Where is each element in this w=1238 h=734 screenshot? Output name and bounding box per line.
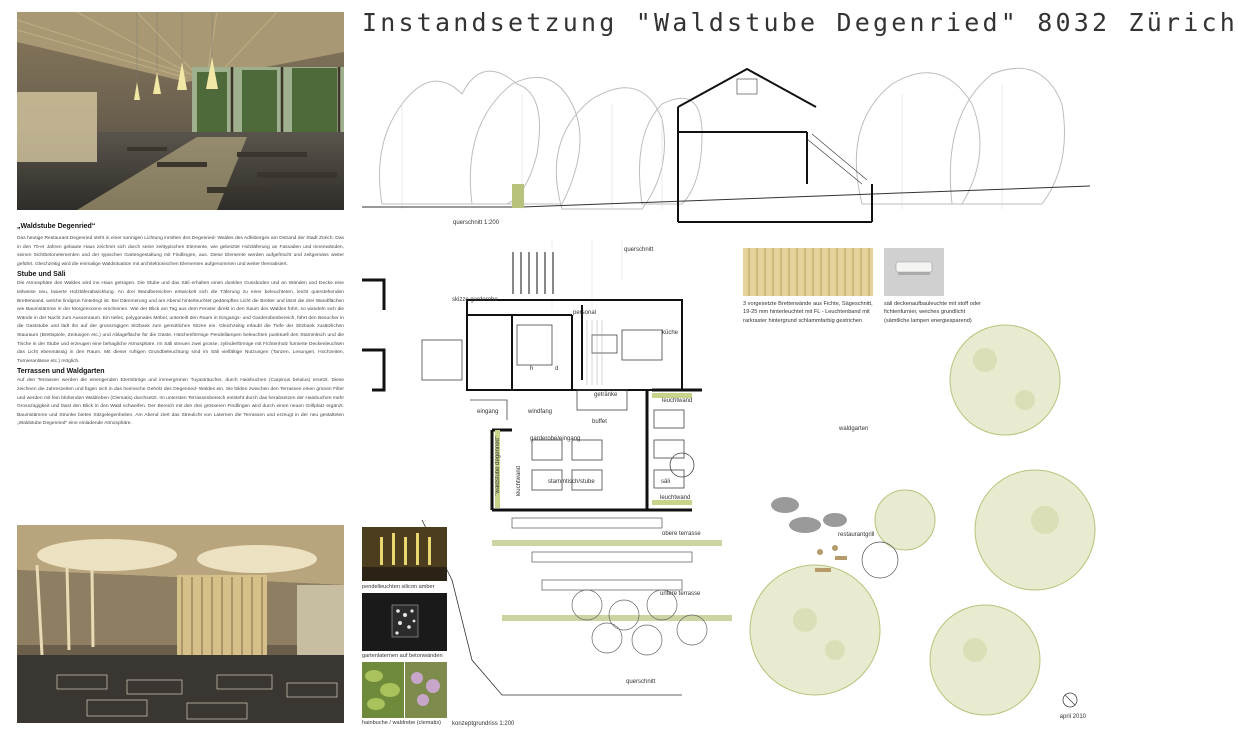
- plan-label-stammtisch-stube: stammtisch/stube: [548, 479, 595, 485]
- plan-label-d: d: [555, 366, 559, 372]
- north-arrow-icon: [1062, 692, 1078, 708]
- saeli-lamp-image: [884, 248, 944, 296]
- plan-label-restaurantgrill: restaurantgrill: [838, 532, 875, 538]
- section-terrassen-body: Auf den Terrassen werden die einengenden Eternittröge und immergrünen Tuyasträucher, durch Hainbuchen (Carpinus betulus) ersetzt. Diese zeichnen die Jahreszeiten und fügen sich in das heimische Gehölz des Degenried- Waldes ein. Sie bilden zwischen den Terrassen einen grünen Filter und werden mit fein blühenden Waldreben (Clematis) durchsetzt. Im untersten Terrassenbereich entsteht durch das herabsetzen der Hainbuchen mehr Grosszügigkeit und lässt den Blick in den Wald schweifen. Der Bereich mit den drei grösseren Findlingen wird durch einen neuen Grillplatz ergänzt. Baumstämme und Strunke bieten Sitzgelegenheiten. Am Abend ziert das Streulicht von Laternen die Terrassen und erzeugt in der neu gestalteten „Waldstube Degenried“ eine einladende Atmosphäre.: [17, 378, 344, 427]
- pendelleuchten-image: [362, 527, 447, 581]
- pendelleuchten-caption: pendelleuchten silicon amber: [362, 584, 435, 590]
- bretterwand-caption: 3 vorgesetzte Bretterwände aus Fichte, Sägeschnitt, 19-25 mm hinterleuchtet mit FL - Leuchtenband mit rarkraster hintergrund schlammfarbig gestrichen: [743, 301, 873, 324]
- plan-label-buffet: buffet: [592, 419, 607, 425]
- plan-label-h: h: [530, 366, 534, 372]
- description-text: [17, 222, 344, 522]
- saeli-lamp-caption: säli deckenaufbauleuchte mit stoff oder fichtenfurnier, weiches grundlicht (sämtliche lampen energiesparend): [884, 301, 981, 324]
- section-terrassen-title: Terrassen und Waldgarten: [17, 368, 105, 376]
- plan-label-leuchtwand-bottom: leuchtwand: [660, 495, 691, 501]
- plan-label-leuchtwand-left: leuchtwand: [516, 466, 522, 497]
- description-heading: „Waldstube Degenried“: [17, 223, 96, 230]
- hainbuche-caption: hainbuche / waldrebe (clematis): [362, 720, 441, 726]
- querschnitt-bottom-label: querschnitt: [626, 679, 656, 685]
- garderobe-sketch-image: [505, 248, 560, 298]
- waldrebe-image: [405, 662, 447, 718]
- plan-label-getraenke: getränke: [594, 392, 618, 398]
- skizze-garderobe-label: skizze garderobe: [452, 297, 498, 303]
- section-stube-title: Stube und Säli: [17, 271, 66, 279]
- plan-label-kueche: küche: [662, 330, 679, 336]
- gartenlaternen-caption: gartenlaternen auf betonwänden: [362, 653, 443, 659]
- plan-label-eingang: eingang: [477, 409, 499, 415]
- plan-label-waldstube: "waldstube degenried": [495, 436, 501, 496]
- plan-label-personal: personal: [573, 310, 597, 316]
- plan-label-obere-terrasse: obere terrasse: [662, 531, 701, 537]
- plan-label-leuchtwand-top: leuchtwand: [662, 398, 693, 404]
- plan-label-saeli: säli: [661, 479, 671, 485]
- cross-section-drawing: [362, 44, 1090, 224]
- plan-label-untere-terrasse: untere terrasse: [660, 591, 701, 597]
- konzeptgrundriss-label: konzeptgrundriss 1:200: [452, 721, 515, 727]
- waldgarten-trees-drawing: [745, 320, 1090, 720]
- querschnitt-top-label: querschnitt: [624, 247, 654, 253]
- poster-title: Instandsetzung "Waldstube Degenried" 8032 Zürich: [362, 8, 1238, 37]
- hainbuche-image: [362, 662, 404, 718]
- plan-label-waldgarten: waldgarten: [839, 426, 869, 432]
- description-intro: Das heutige Restaurant Degenried steht in einer sonnigen Lichtung inmitten des Degenried- Waldes des Adlisberges am Ostrand der Stadt Zürich. Das in den 70-er Jahren gebaute Haus zeichnet sich durch seine zeittypischen Elemente, wie gebeizter Holztäferung an Fassaden und Innenwänden, seinen Sichtbetonelementen und der typischen Gartengestaltung mit Findlingen, aus. Diese Elemente werden aufgefrischt und zeitgemäss weiter geführt. Gleichzeitig wird die einmalige Waldsituation mit architektonischen Elementen aufgenommen und weiter thematisiert.: [17, 236, 344, 267]
- gartenlaternen-image: [362, 593, 447, 651]
- date-label: april 2010: [1059, 714, 1086, 720]
- saeli-rendering-image: [17, 525, 344, 723]
- section-stube-body: Die Atmosphäre des Waldes wird ins Haus getragen. Die Stube und das Säli erhalten einen dunklen Gussboden und an Wänden und Decke eine teilweise neu, lasierte Holztäferabwicklung. An drei Wandbereichen entwickelt sich die Täferung zu einer beleuchteten, leicht querstehenden Bretterwand, welche lindgrün hinterlegt ist. Bei Dämmerung und am Abend hinterleuchtet gedämpftes Licht die Bretter und lässt die drei Wandflächen wie Baumstämme in der Morgensonne erscheinen. Wie der Blick am Tag aus dem Fenster direkt in den Saum des Waldes führt, so wandeln sich die Wände in der Nacht zum Aussenraum. Ein tiefes, polygonales Möbel, unterteilt den Raum in Eingangs- und Garderobenbereich, führt den Besucher in die Gaststube und lädt ihn auf der grosszügigen Sitzbank zum gemütlichen Sitzen ein. Gleichzeitig erlaubt die Tiefe der Sitzbank zusätzlichen Stauraum (Brettspiele, Zeitungen etc.) und Ablagefläche für die Gäste. Hütchenförmige Pendellampen beleuchten punktuell den Stammtisch und die Tische in der Stube und erzeugen eine behagliche Atmosphäre. Im Säli streuen zwei grosse, zylinderförmige mit Fichtenholz furnierte Deckenleuchten das Licht ebenmässig in den Raum. Mit dieser ruhigen Grundbeleuchtung sind im Säli vielfältige Nutzungen (Tanzen, Lesungen, Hochzeiten, Turnieranlässe etc.) möglich.: [17, 281, 344, 364]
- plan-label-windfang: windfang: [528, 409, 553, 415]
- cross-section-scale-label: querschnitt 1:200: [453, 220, 500, 226]
- bretterwand-swatch-image: [743, 248, 873, 296]
- plan-label-garderobe-eingang: garderobe/eingang: [530, 436, 581, 442]
- stube-rendering-image: [17, 12, 344, 210]
